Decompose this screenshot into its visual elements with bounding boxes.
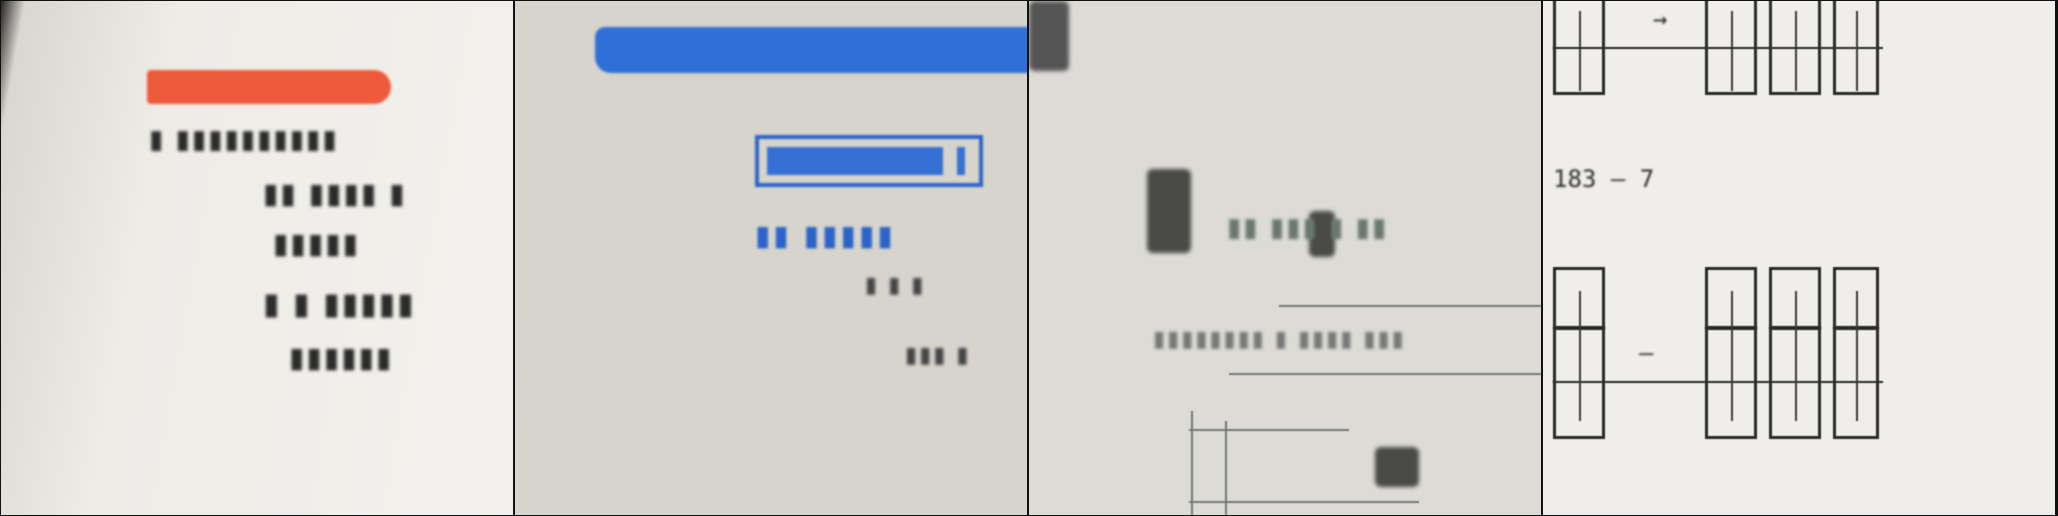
dark-blob-right (1375, 447, 1419, 487)
blue-handwriting: ▮▮ ▮▮▮▮▮ (755, 219, 896, 252)
bottom-tick-3 (1795, 291, 1797, 421)
grey-row-2: ▮▮▮▮▮▮▮▮ ▮ ▮▮▮▮ ▮▮▮ (1153, 327, 1406, 352)
blur-line-4: ▮ ▮ ▮▮▮▮▮ (263, 287, 416, 322)
vrule-2 (1225, 421, 1227, 515)
top-arrow: → (1653, 5, 1668, 33)
bottom-tick-4 (1856, 291, 1858, 421)
blur-line-2: ▮▮ ▮▮▮▮ ▮ (263, 177, 407, 210)
rule-2 (1229, 373, 1541, 375)
bottom-tick-2 (1731, 291, 1733, 421)
top-tick-4 (1856, 11, 1858, 91)
blur-line-5: ▮▮▮▮▮▮ (289, 341, 394, 374)
blur-line-1: ▮ ▮▮▮▮▮▮▮▮▮▮ (149, 125, 339, 155)
top-tick-3 (1795, 11, 1797, 91)
red-highlight-label (147, 70, 391, 104)
blur-line-3: ▮▮▮▮▮ (273, 227, 361, 260)
blue-box-bar (957, 147, 965, 175)
dark-blob-corner (1029, 1, 1069, 71)
panel-2 (515, 1, 1027, 515)
top-connector (1553, 47, 1883, 49)
blue-marker-band (595, 27, 1027, 73)
rule-3 (1189, 429, 1349, 431)
panel-4 (1543, 1, 2055, 515)
dark-blob-left (1147, 169, 1191, 253)
blue-boxed-label (755, 135, 983, 187)
blue-box-fill (767, 147, 943, 175)
grey-mark-2: ▮▮▮ ▮ (905, 343, 971, 368)
rule-1 (1279, 305, 1541, 307)
panel-3 (1029, 1, 1541, 515)
bottom-dash: — (1639, 339, 1654, 367)
bottom-tick-1 (1579, 291, 1581, 421)
grey-row-1: ▮▮ ▮▮▮ ▮ ▮▮ (1227, 213, 1389, 243)
rule-4 (1189, 501, 1419, 503)
handwritten-label: 183 — 7 (1553, 165, 1655, 193)
top-tick-2 (1731, 11, 1733, 91)
vrule-1 (1191, 411, 1193, 515)
bottom-connector (1553, 381, 1883, 383)
grey-mark-1: ▮ ▮ ▮ (865, 273, 926, 298)
top-tick-1 (1579, 11, 1581, 91)
panel-1 (1, 1, 513, 515)
